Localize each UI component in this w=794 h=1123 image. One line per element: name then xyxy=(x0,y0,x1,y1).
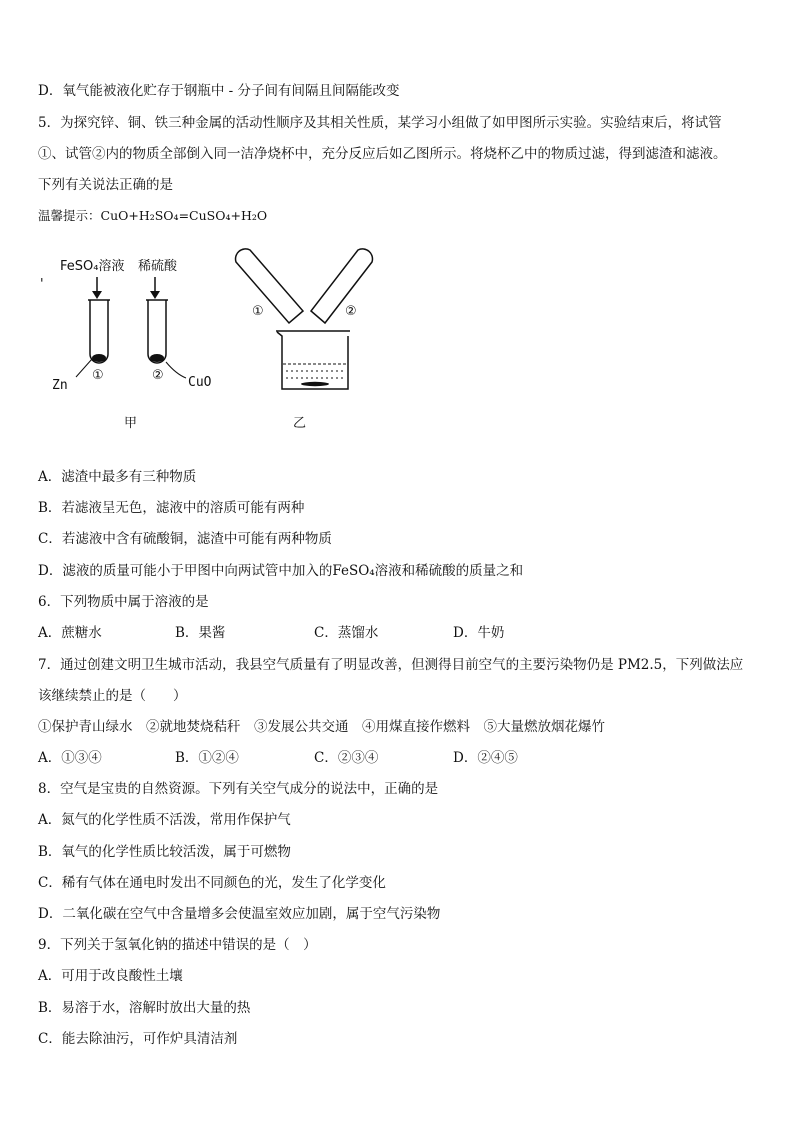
label-feso4-solution: FeSO₄溶液 xyxy=(60,259,125,274)
question-7-option-d: D．②④⑤ xyxy=(453,750,518,766)
question-6-stem: 6．下列物质中属于溶液的是 xyxy=(38,594,209,610)
question-5-option-d: D．滤液的质量可能小于甲图中向两试管中加入的FeSO₄溶液和稀硫酸的质量之和 xyxy=(38,563,524,579)
question-9-option-b: B．易溶于水，溶解时放出大量的热 xyxy=(38,1000,251,1016)
question-6-option-a: A．蔗糖水 xyxy=(38,625,102,641)
question-9-option-a: A．可用于改良酸性土壤 xyxy=(38,968,183,984)
question-7-items: ①保护青山绿水 ②就地焚烧秸秆 ③发展公共交通 ④用煤直接作燃料 ⑤大量燃放烟花爆竹 xyxy=(38,719,605,735)
label-dilute-sulfuric-acid: 稀硫酸 xyxy=(138,259,178,274)
label-pour-tube-2: ② xyxy=(345,304,357,319)
question-8-option-b: B．氧气的化学性质比较活泼，属于可燃物 xyxy=(38,844,291,860)
question-8-option-a: A．氮气的化学性质不活泼，常用作保护气 xyxy=(38,812,291,828)
question-5-stem-line-2: ①、试管②内的物质全部倒入同一洁净烧杯中，充分反应后如乙图所示。将烧杯乙中的物质过滤，得到滤渣和滤液。 xyxy=(38,146,727,162)
question-7-option-a: A．①③④ xyxy=(38,750,102,766)
test-tube-1 xyxy=(88,300,110,363)
beaker xyxy=(276,331,350,389)
question-8-option-c: C．稀有气体在通电时发出不同颜色的光，发生了化学变化 xyxy=(38,875,386,891)
label-tube-1: ① xyxy=(92,368,104,383)
test-tube-2 xyxy=(146,300,168,363)
question-6-option-b: B．果酱 xyxy=(175,625,226,641)
question-7-stem-line-1: 7．通过创建文明卫生城市活动，我县空气质量有了明显改善，但测得目前空气的主要污染物仍是 PM2.5，下列做法应 xyxy=(38,657,744,673)
experiment-figure xyxy=(40,244,400,439)
question-9-stem: 9．下列关于氢氧化钠的描述中错误的是（ ） xyxy=(38,937,317,953)
label-cuo: CuO xyxy=(188,375,212,390)
question-4-option-d: D．氧气能被液化贮存于钢瓶中 - 分子间有间隔且间隔能改变 xyxy=(38,83,400,99)
question-5-stem-line-1: 5．为探究锌、铜、铁三种金属的活动性顺序及其相关性质，某学习小组做了如甲图所示实验。实验结束后，将试管 xyxy=(38,115,722,131)
question-8-option-d: D．二氧化碳在空气中含量增多会使温室效应加剧，属于空气污染物 xyxy=(38,906,441,922)
question-9-option-c: C．能去除油污，可作炉具清洁剂 xyxy=(38,1031,238,1047)
question-8-stem: 8．空气是宝贵的自然资源。下列有关空气成分的说法中，正确的是 xyxy=(38,781,439,797)
question-5-option-b: B．若滤液呈无色，滤液中的溶质可能有两种 xyxy=(38,500,305,516)
question-7-option-b: B．①②④ xyxy=(175,750,239,766)
question-5-stem-line-3: 下列有关说法正确的是 xyxy=(38,177,173,193)
caption-yi: 乙 xyxy=(293,416,307,431)
question-7-stem-line-2: 该继续禁止的是（ ） xyxy=(38,688,187,704)
label-pour-tube-1: ① xyxy=(252,304,264,319)
label-tube-2: ② xyxy=(152,368,164,383)
question-5-option-a: A．滤渣中最多有三种物质 xyxy=(38,469,197,485)
question-5-hint: 温馨提示：CuO+H₂SO₄=CuSO₄+H₂O xyxy=(38,208,268,223)
caption-jia: 甲 xyxy=(124,416,138,431)
label-zn: Zn xyxy=(52,378,68,393)
pouring-tube-2 xyxy=(311,249,372,323)
svg-text:': ' xyxy=(40,277,44,292)
question-5-option-c: C．若滤液中含有硫酸铜，滤渣中可能有两种物质 xyxy=(38,531,332,547)
pouring-tube-1 xyxy=(236,249,303,323)
question-6-option-d: D．牛奶 xyxy=(453,625,505,641)
question-6-option-c: C．蒸馏水 xyxy=(314,625,379,641)
question-7-option-c: C．②③④ xyxy=(314,750,379,766)
